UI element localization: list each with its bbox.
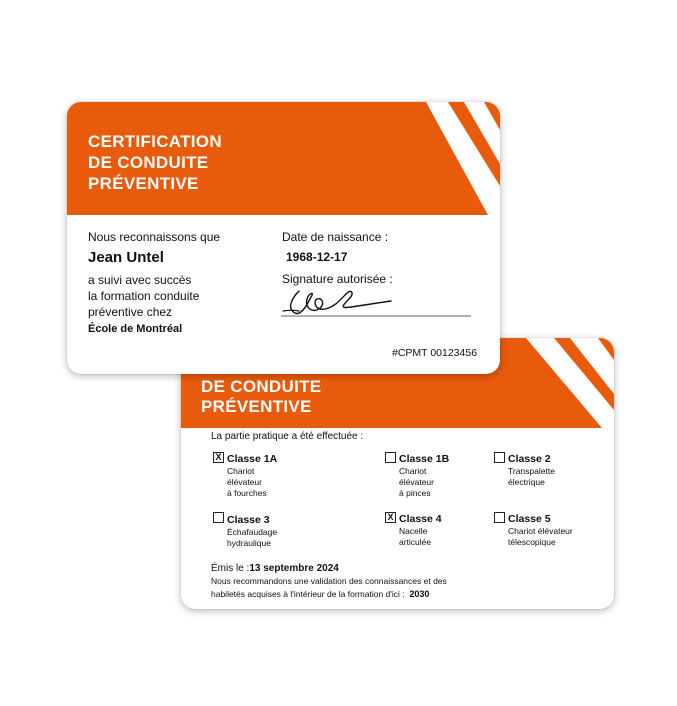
class-5-label: Classe 5 [508,513,551,525]
class-3-description: Échafaudage hydraulique [227,527,278,548]
class-2-description: Transpalette électrique [508,466,555,487]
front-stripes-decoration [380,102,500,215]
class-5-description: Chariot élévateur télescopique [508,526,573,547]
back-title-line-3: PRÉVENTIVE [201,397,312,416]
recognize-label: Nous reconnaissons que [88,230,221,244]
recommendation-line-2: habiletés acquises à l'intérieur de la formation d'ici : 2030 [211,589,430,599]
class-1a-checkbox[interactable]: X [213,452,224,463]
class-1b-label: Classe 1B [399,453,450,465]
class-1a-label: Classe 1A [227,453,278,465]
issued-label: Émis le : [211,563,250,574]
school-name: École de Montréal [88,323,183,335]
dob-value: 1968-12-17 [286,250,348,264]
class-2-label: Classe 2 [508,453,551,465]
class-4-checkbox[interactable]: X [385,512,396,523]
class-1b-checkbox[interactable] [385,452,396,463]
class-4-label: Classe 4 [399,513,442,525]
class-3-checkbox[interactable] [213,512,224,523]
signature-image [281,285,471,321]
class-1a-description: Chariot élévateur à fourches [227,466,267,498]
recommendation-year: 2030 [409,589,430,599]
certificate-front-card [67,102,500,374]
holder-name: Jean Untel [88,249,164,266]
class-2-checkbox[interactable] [494,452,505,463]
back-title-line-2: DE CONDUITE [201,377,322,396]
signature-label: Signature autorisée : [282,272,393,286]
completion-text: a suivi avec succès la formation conduite préventive chez [88,273,200,319]
front-title: CERTIFICATION DE CONDUITE PRÉVENTIVE [88,132,222,193]
issued-date-line [211,563,339,575]
class-4-description: Nacelle articulée [399,526,432,547]
class-1b-description: Chariot élévateur à pinces [399,466,434,498]
dob-label: Date de naissance : [282,230,389,244]
practical-intro: La partie pratique a été effectuée : [211,431,364,442]
class-5-checkbox[interactable] [494,512,505,523]
class-3-label: Classe 3 [227,514,270,526]
issued-date: 13 septembre 2024 [249,563,339,574]
certificate-number: #CPMT 00123456 [392,347,478,359]
certificate-back-card [181,338,614,609]
recommendation-line-1: Nous recommandons une validation des connaissances et des [211,576,447,586]
